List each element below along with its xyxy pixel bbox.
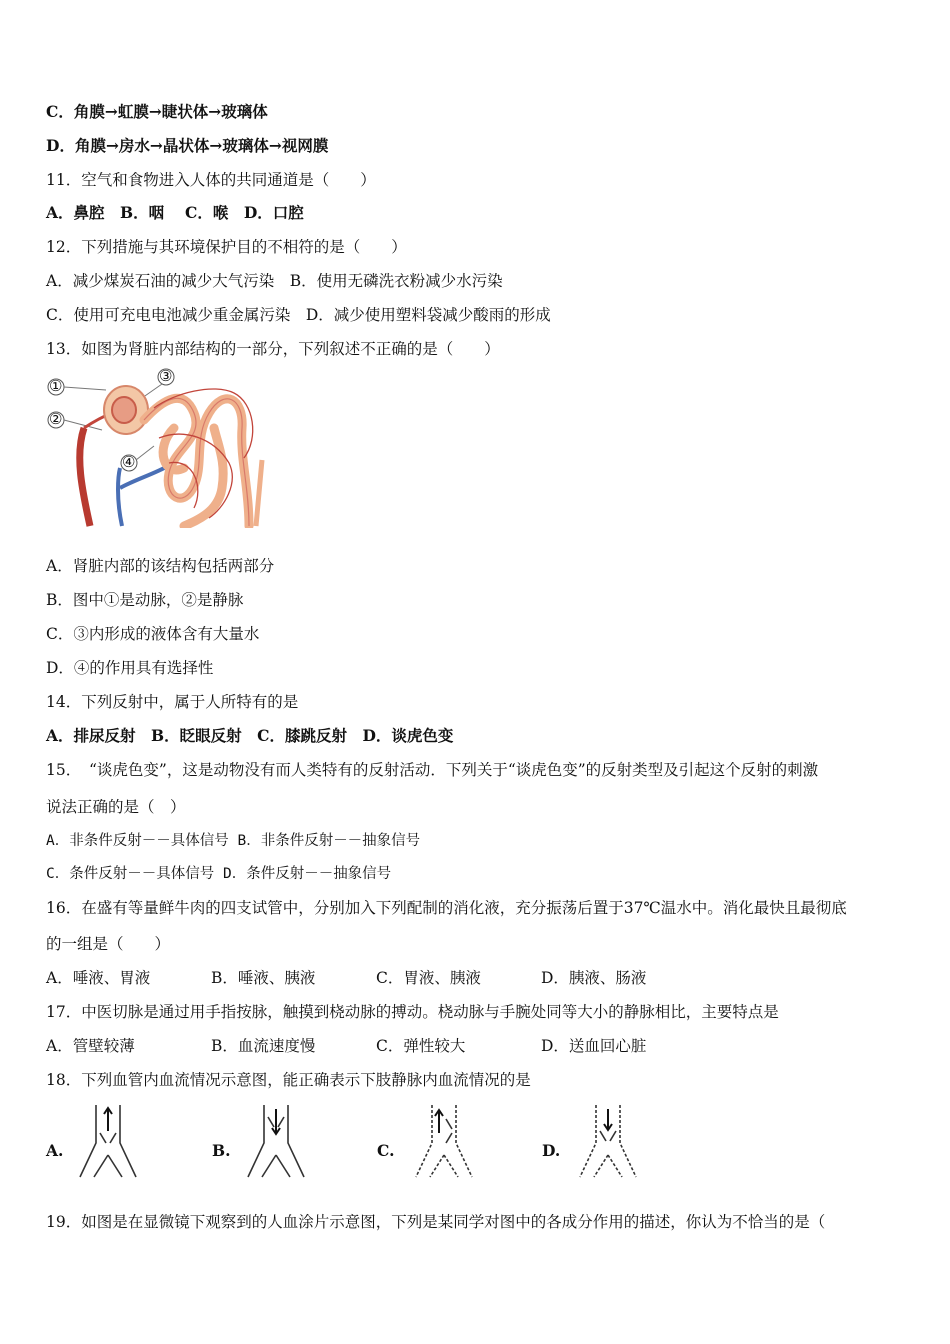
q18-option-c: C. xyxy=(377,1141,395,1160)
nephron-figure xyxy=(44,368,270,528)
q13-option-c: C．③内形成的液体含有大量水 xyxy=(46,625,260,643)
q15-options-ab: A．非条件反射－－具体信号 B．非条件反射－－抽象信号 xyxy=(46,833,421,849)
vessel-diagram-c xyxy=(412,1103,476,1181)
q15-options-cd: C．条件反射－－具体信号 D．条件反射－－抽象信号 xyxy=(46,866,392,882)
label-1: ① xyxy=(49,377,63,395)
label-2: ② xyxy=(49,410,63,428)
nephron-diagram xyxy=(44,368,270,528)
q13-option-b: B．图中①是动脉，②是静脉 xyxy=(46,591,244,609)
q16-option-a: A．唾液、胃液 xyxy=(46,969,151,987)
q13-stem: 13．如图为肾脏内部结构的一部分，下列叙述不正确的是（ ） xyxy=(46,340,500,358)
q14-options: A．排尿反射 B．眨眼反射 C．膝跳反射 D．谈虎色变 xyxy=(46,726,454,745)
vessel-diagram-d xyxy=(576,1103,640,1181)
q17-option-c: C．弹性较大 xyxy=(376,1037,466,1055)
vein-shape xyxy=(118,466,168,526)
vessel-diagram-a xyxy=(76,1103,140,1181)
q10-option-d: D．角膜→房水→晶状体→玻璃体→视网膜 xyxy=(46,136,329,155)
q12-options-cd: C．使用可充电电池减少重金属污染 D．减少使用塑料袋减少酸雨的形成 xyxy=(46,306,551,324)
q16-stem-line1: 16．在盛有等量鲜牛肉的四支试管中，分别加入下列配制的消化液，充分振荡后置于37℃温水中。消化最快且最彻底 xyxy=(46,899,847,917)
q16-option-d: D．胰液、肠液 xyxy=(541,969,647,987)
q16-option-c: C．胃液、胰液 xyxy=(376,969,481,987)
q17-option-d: D．送血回心脏 xyxy=(541,1037,647,1055)
q11-stem: 11．空气和食物进入人体的共同通道是（ ） xyxy=(46,171,376,189)
q16-option-b: B．唾液、胰液 xyxy=(211,969,316,987)
q17-stem: 17．中医切脉是通过用手指按脉，触摸到桡动脉的搏动。桡动脉与手腕处同等大小的静脉相比，主要特点是 xyxy=(46,1003,779,1021)
q18-option-a: A. xyxy=(46,1141,64,1160)
q13-option-d: D．④的作用具有选择性 xyxy=(46,659,214,677)
q16-stem-line2: 的一组是（ ） xyxy=(46,935,171,953)
q14-stem: 14．下列反射中，属于人所特有的是 xyxy=(46,693,299,711)
q13-option-a: A．肾脏内部的该结构包括两部分 xyxy=(46,557,275,575)
q15-stem-line2: 说法正确的是（ ） xyxy=(46,798,186,816)
tubule-shape xyxy=(144,398,249,526)
q19-stem: 19．如图是在显微镜下观察到的人血涂片示意图，下列是某同学对图中的各成分作用的描述，你认为不恰当的是（ xyxy=(46,1213,826,1231)
artery-shape xyxy=(80,428,90,526)
q18-option-d: D. xyxy=(542,1141,561,1160)
vessel-diagram-b xyxy=(244,1103,308,1181)
q12-options-ab: A．减少煤炭石油的减少大气污染 B．使用无磷洗衣粉减少水污染 xyxy=(46,272,503,290)
q15-stem-line1: 15． “谈虎色变”，这是动物没有而人类特有的反射活动．下列关于“谈虎色变”的反射类型及引起这个反射的刺激 xyxy=(46,761,819,779)
q17-option-b: B．血流速度慢 xyxy=(211,1037,316,1055)
q18-option-b: B. xyxy=(212,1141,231,1160)
q11-options: A．鼻腔 B．咽 C．喉 D．口腔 xyxy=(46,203,304,222)
q18-stem: 18．下列血管内血流情况示意图，能正确表示下肢静脉内血流情况的是 xyxy=(46,1071,531,1089)
label-3: ③ xyxy=(159,367,173,385)
q12-stem: 12．下列措施与其环境保护目的不相符的是（ ） xyxy=(46,238,407,256)
label-4: ④ xyxy=(122,453,136,471)
q10-option-c: C．角膜→虹膜→睫状体→玻璃体 xyxy=(46,102,268,121)
q17-option-a: A．管壁较薄 xyxy=(46,1037,135,1055)
